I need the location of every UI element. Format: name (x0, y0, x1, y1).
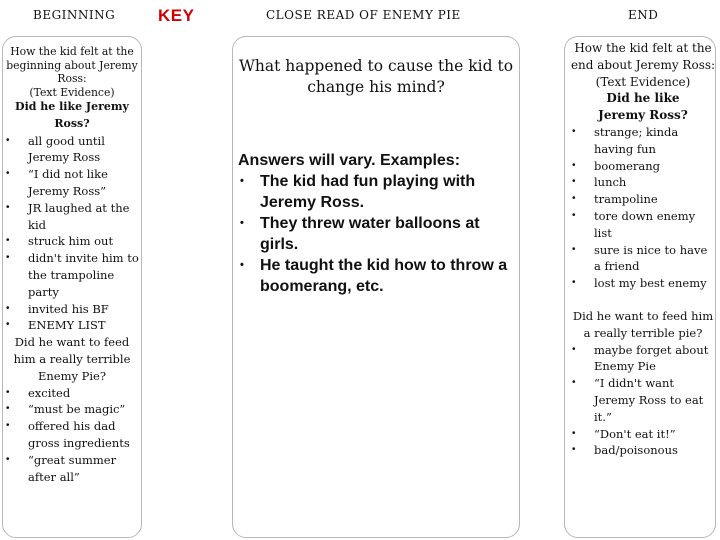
beginning-question (2, 45, 142, 99)
beginning-content (2, 45, 142, 485)
list-item: • all good until Jeremy Ross (2, 133, 142, 167)
list-item: • lunch (568, 174, 718, 191)
list-item: • “Don't eat it!” (568, 426, 718, 443)
question-line: beginning about Jeremy (6, 58, 138, 72)
list-item: • “must be magic” (2, 401, 142, 418)
beginning-question-2: Did he want to feed him a really terrible Enemy Pie? (13, 335, 131, 383)
list-item: • lost my best enemy (568, 275, 718, 292)
end-evidence-list (568, 124, 718, 292)
list-item: • JR laughed at the kid (2, 200, 142, 234)
question-line: Ross: (57, 72, 87, 85)
list-item: • boomerang (568, 158, 718, 175)
list-item: • excited (2, 385, 142, 402)
end-content (568, 40, 718, 459)
end-question (568, 40, 718, 90)
list-item: • maybe forget about Enemy Pie (568, 342, 718, 376)
answer-item: • He taught the kid how to throw a boomerang, etc. (238, 255, 518, 297)
end-header: END (628, 8, 659, 22)
center-question: What happened to cause the kid to change his mind? (238, 57, 514, 96)
beginning-evidence-list (2, 133, 142, 335)
list-item: • trampoline (568, 191, 718, 208)
list-item: • tore down enemy list (568, 208, 718, 242)
beginning-question-bold: Did he like Jeremy Ross? (15, 100, 129, 130)
list-item: • invited his BF (2, 301, 142, 318)
list-item: • bad/poisonous (568, 442, 718, 459)
list-item: • offered his dad gross ingredients (2, 418, 142, 452)
answers-list (238, 171, 518, 297)
center-answers (238, 150, 518, 297)
list-item: • struck him out (2, 233, 142, 250)
list-item: • “I didn't want Jeremy Ross to eat it.” (568, 375, 718, 425)
question-line: How the kid felt at the (10, 45, 134, 58)
question-line: end about Jeremy Ross: (570, 57, 716, 72)
question-line: (Text Evidence) (29, 85, 115, 99)
close-read-title: CLOSE READ OF ENEMY PIE (266, 8, 461, 22)
list-item: • “I did not like Jeremy Ross” (2, 166, 142, 200)
list-item: • strange; kinda having fun (568, 124, 718, 158)
end-pie-list (568, 342, 718, 460)
answer-item: • They threw water balloons at girls. (238, 213, 518, 255)
list-item: • “great summer after all” (2, 452, 142, 486)
end-question-bold: Did he like Jeremy Ross? (598, 91, 688, 123)
beginning-pie-list (2, 385, 142, 486)
list-item: • sure is nice to have a friend (568, 242, 718, 276)
answer-item: • The kid had fun playing with Jeremy Ross. (238, 171, 518, 213)
answers-intro: Answers will vary. Examples: (238, 152, 461, 169)
list-item: • ENEMY LIST (2, 317, 142, 334)
list-item: • didn't invite him to the trampoline party (2, 250, 142, 300)
end-question-2: Did he want to feed him a really terrible pie? (572, 308, 714, 340)
key-label: KEY (158, 6, 195, 25)
question-line: (Text Evidence) (595, 74, 691, 89)
question-line: How the kid felt at the (574, 41, 712, 55)
beginning-header: BEGINNING (33, 8, 116, 22)
